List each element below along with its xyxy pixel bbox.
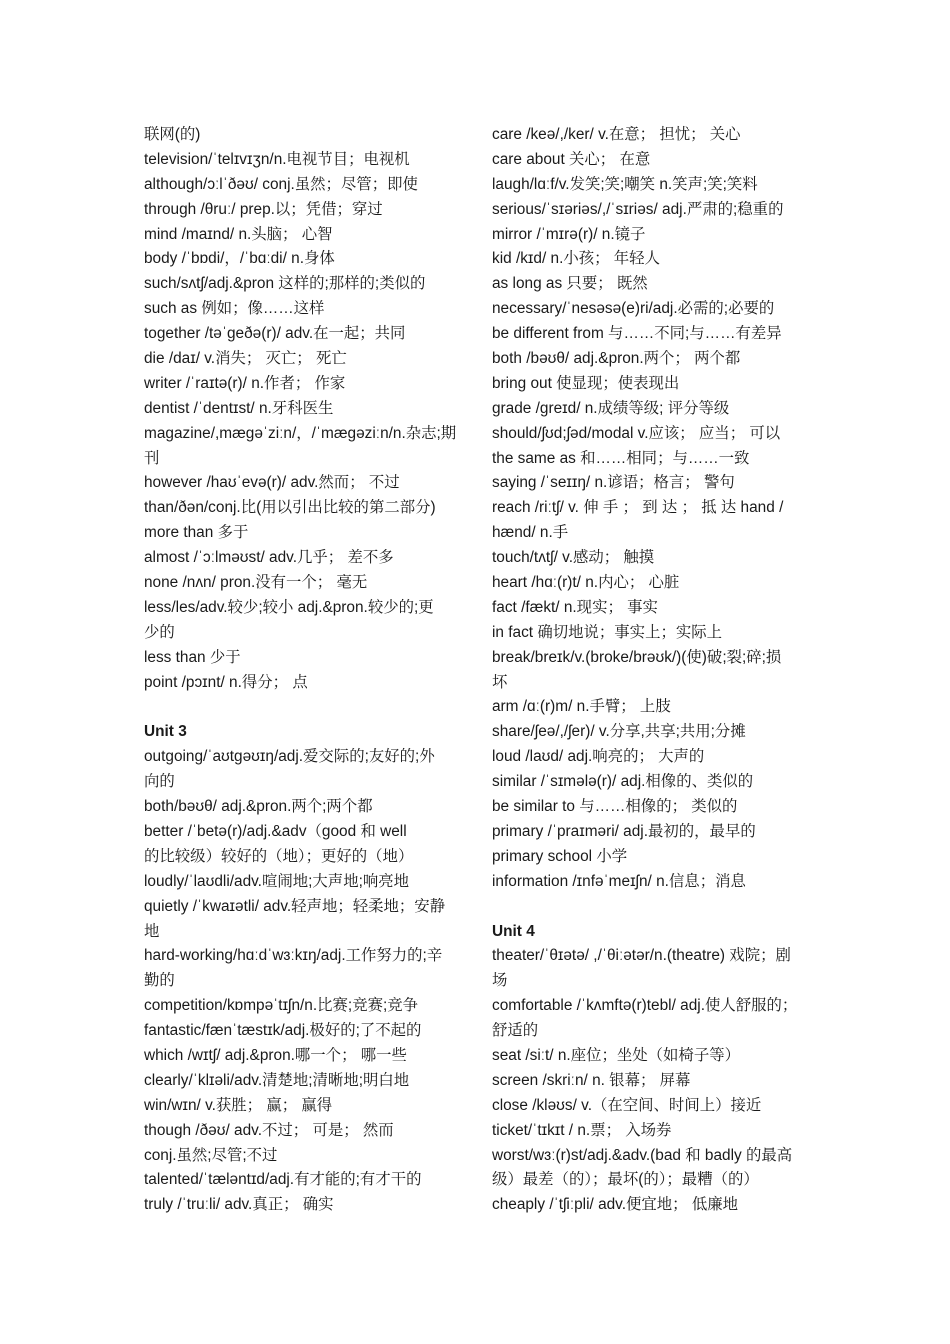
vocab-line: 舒适的 [492,1022,539,1040]
vocab-line: saying /ˈseɪɪŋ/ n.谚语；格言； 警句 [492,474,735,492]
vocab-line: similar /ˈsɪmələ(r)/ adj.相像的、类似的 [492,773,754,791]
vocab-line: body /ˈbɒdi/，/ˈbɑːdi/ n.身体 [144,250,335,268]
vocab-line: screen /skriːn/ n. 银幕； 屏幕 [492,1071,691,1089]
vocab-line: fantastic/fænˈtæstɪk/adj.极好的;了不起的 [144,1022,422,1040]
vocab-line: loudly/ˈlaʊdli/adv.喧闹地;大声地;响亮地 [144,872,410,890]
vocab-line: primary /ˈpraɪməri/ adj.最初的，最早的 [492,822,756,840]
vocab-line: hard-working/hɑːdˈwɜːkɪŋ/adj.工作努力的;辛 [144,947,443,965]
vocab-line: both/bəʊθ/ adj.&pron.两个;两个都 [144,798,373,816]
vocab-line: die /daɪ/ v.消失； 灭亡； 死亡 [144,350,347,368]
vocab-line: 场 [492,972,508,990]
left-column [144,123,462,1218]
vocab-line: magazine/,mægəˈziːn/，/ˈmægəziːn/n.杂志;期 [144,424,457,442]
vocab-line: 联网(的) [144,126,201,143]
vocab-line: together /təˈgeðə(r)/ adv.在一起；共同 [144,325,406,343]
vocab-line: though /ðəʊ/ adv.不过； 可是； 然而 [144,1121,394,1139]
vocab-line: through /θruː/ prep.以；凭借；穿过 [144,200,383,218]
vocab-line: quietly /ˈkwaɪətli/ adv.轻声地；轻柔地；安静 [144,897,446,915]
vocab-line: reach /riːtʃ/ v. 伸 手 ； 到 达 ； 抵 达 hand / [492,499,784,517]
vocab-line: arm /ɑː(r)m/ n.手臂； 上肢 [492,698,671,716]
vocab-line: competition/kɒmpəˈtɪʃn/n.比赛;竞赛;竞争 [144,997,419,1015]
vocab-line: grade /greɪd/ n.成绩等级; 评分等级 [492,399,730,417]
vocab-line: necessary/ˈnesəsə(e)ri/adj.必需的;必要的 [492,300,775,318]
vocab-line: more than 多于 [144,524,249,542]
vocab-line: 的比较级）较好的（地）；更好的（地） [144,847,414,865]
vocab-line: both /bəʊθ/ adj.&pron.两个； 两个都 [492,350,741,368]
vocab-line: ticket/ˈtɪkɪt / n.票； 入场券 [492,1121,672,1139]
vocab-line: which /wɪtʃ/ adj.&pron.哪一个； 哪一些 [144,1046,407,1064]
vocab-line: such as 例如；像……这样 [144,300,325,318]
vocab-line: 刊 [144,449,160,467]
vocab-line: close /kləʊs/ v.（在空间、时间上）接近 [492,1096,762,1114]
vocab-line: as long as 只要； 既然 [492,275,648,293]
blank-line [144,695,462,720]
vocab-line: point /pɔɪnt/ n.得分； 点 [144,673,308,691]
right-column [492,123,814,1218]
vocab-line: 少的 [144,623,175,641]
vocab-line: worst/wɜː(r)st/adj.&adv.(bad 和 badly 的最高 [492,1146,793,1164]
vocab-line: 勤的 [144,972,175,990]
vocab-line: care /keə/,/ker/ v.在意； 担忧； 关心 [492,126,741,143]
vocab-line: win/wɪn/ v.获胜； 赢； 赢得 [144,1096,333,1114]
vocab-line: conj.虽然;尽管;不过 [144,1146,278,1164]
vocab-line: be similar to 与……相像的； 类似的 [492,798,738,816]
vocab-line: talented/ˈtæləntɪd/adj.有才能的;有才干的 [144,1171,422,1189]
vocab-line: heart /hɑː(r)t/ n.内心； 心脏 [492,574,680,592]
vocab-line: 坏 [492,673,508,691]
unit-heading: Unit 3 [144,723,187,741]
vocab-line: kid /kɪd/ n.小孩； 年轻人 [492,250,660,268]
vocab-line: television/ˈtelɪvɪʒn/n.电视节目；电视机 [144,150,410,168]
vocab-line: laugh/lɑːf/v.发笑;笑;嘲笑 n.笑声;笑;笑料 [492,175,758,193]
vocab-line: less/les/adv.较少;较小 adj.&pron.较少的;更 [144,598,434,616]
vocab-line: primary school 小学 [492,847,628,865]
vocab-line: bring out 使显现；使表现出 [492,374,680,392]
vocab-line: cheaply /ˈtʃiːpli/ adv.便宜地； 低廉地 [492,1196,739,1214]
vocab-line: than/ðən/conj.比(用以引出比较的第二部分) [144,499,436,517]
vocab-line: writer /ˈraɪtə(r)/ n.作者； 作家 [144,374,346,392]
vocab-line: truly /ˈtruːli/ adv.真正； 确实 [144,1196,334,1214]
vocab-line: be different from 与……不同;与……有差异 [492,325,782,343]
vocab-line: should/ʃʊd;ʃəd/modal v.应该； 应当； 可以 [492,424,781,442]
unit-heading: Unit 4 [492,922,535,940]
vocab-line: 地 [144,922,160,940]
vocab-line: comfortable /ˈkʌmftə(r)tebl/ adj.使人舒服的； [492,997,798,1015]
vocab-line: loud /laʊd/ adj.响亮的； 大声的 [492,748,705,766]
vocab-line: care about 关心； 在意 [492,150,651,168]
vocab-line: the same as 和……相同；与……一致 [492,449,750,467]
vocab-line: touch/tʌtʃ/ v.感动； 触摸 [492,549,655,567]
vocab-line: seat /siːt/ n.座位；坐处（如椅子等） [492,1046,740,1064]
vocab-line: better /ˈbetə(r)/adj.&adv（good 和 well [144,822,407,840]
vocab-line: fact /fækt/ n.现实； 事实 [492,598,658,616]
vocab-line: mind /maɪnd/ n.头脑； 心智 [144,225,333,243]
vocab-line: hænd/ n.手 [492,524,569,542]
vocab-line: information /ɪnfəˈmeɪʃn/ n.信息；消息 [492,872,746,890]
vocab-line: share/ʃeə/,/ʃer)/ v.分享,共享;共用;分摊 [492,723,746,741]
vocab-line: mirror /ˈmɪrə(r)/ n.镜子 [492,225,646,243]
vocab-line: such/sʌtʃ/adj.&pron 这样的;那样的;类似的 [144,275,426,293]
vocab-line: in fact 确切地说；事实上；实际上 [492,623,723,641]
vocab-line: almost /ˈɔːlməʊst/ adv.几乎； 差不多 [144,549,394,567]
vocab-line: 级）最差（的）；最坏(的）；最糟（的） [492,1171,759,1189]
vocab-line: although/ɔːlˈðəʊ/ conj.虽然；尽管；即使 [144,175,418,193]
blank-line [492,895,814,920]
vocab-line: serious/ˈsɪəriəs/,/ˈsɪriəs/ adj.严肃的;稳重的 [492,200,784,218]
vocab-line: less than 少于 [144,648,241,666]
vocab-line: clearly/ˈklɪəli/adv.清楚地;清晰地;明白地 [144,1071,410,1089]
vocab-line: none /nʌn/ pron.没有一个； 毫无 [144,574,368,592]
vocab-line: dentist /ˈdentɪst/ n.牙科医生 [144,399,334,417]
vocab-line: break/breɪk/v.(broke/brəʊk/)(使)破;裂;碎;损 [492,648,782,666]
vocab-line: however /haʊˈevə(r)/ adv.然而； 不过 [144,474,400,492]
vocab-line: 向的 [144,773,175,791]
vocab-line: theater/ˈθɪətə/ ,/ˈθiːətər/n.(theatre) 戏院；剧 [492,947,791,965]
vocab-line: outgoing/ˈaʊtɡəʊɪŋ/adj.爱交际的;友好的;外 [144,748,435,766]
